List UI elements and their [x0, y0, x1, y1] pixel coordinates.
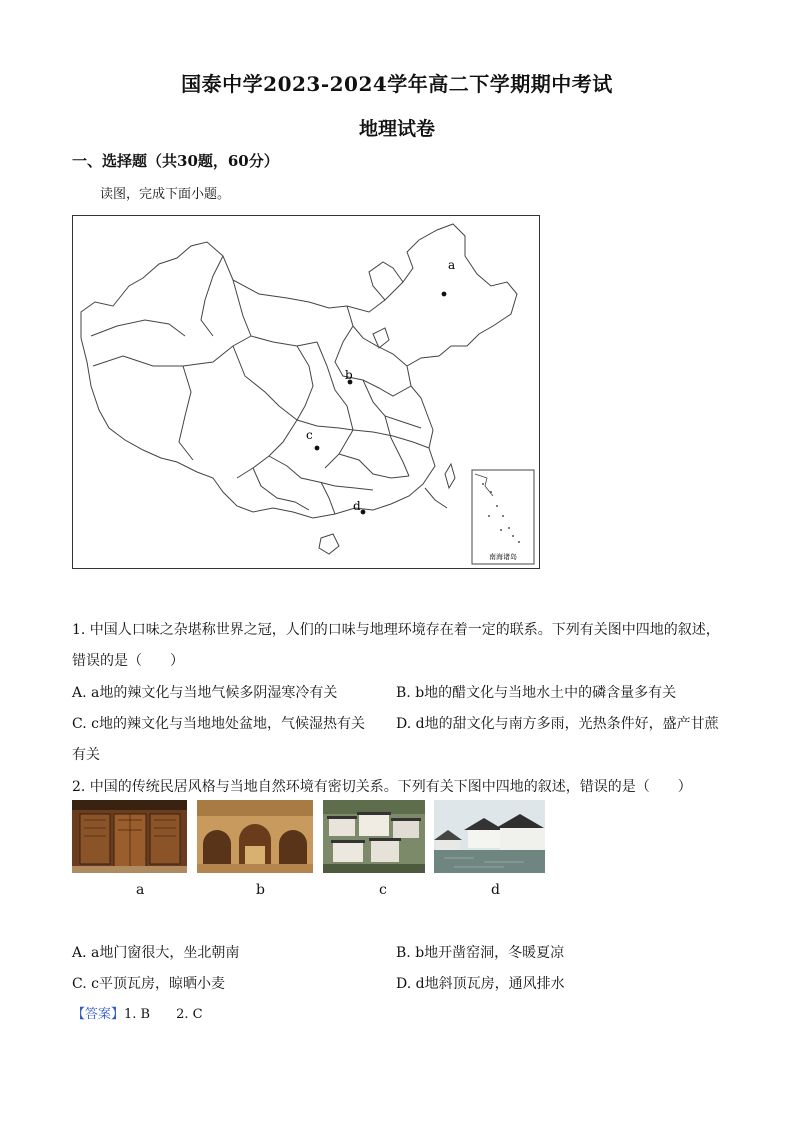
- q2-option-b: B. b地开凿窑洞，冬暖夏凉: [396, 945, 565, 961]
- photo-c-village: [323, 800, 425, 873]
- q1-option-a: A. a地的辣文化与当地气候多阴湿寒冷有关: [72, 685, 338, 701]
- caption-b: b: [256, 882, 265, 898]
- intro-text: 读图，完成下面小题。: [100, 187, 231, 202]
- photo-a-wooden-house: [72, 800, 187, 873]
- photo-b-cave-dwelling: [197, 800, 313, 873]
- q2-option-c: C. c平顶瓦房，晾晒小麦: [72, 976, 225, 992]
- q1-option-d: D. d地的甜文化与南方多雨，光热条件好，盛产甘蔗: [396, 716, 719, 732]
- map-label-d: d: [353, 499, 361, 513]
- china-map-drawing: [73, 216, 539, 568]
- caption-c: c: [379, 882, 387, 898]
- map-point-a: [442, 292, 447, 297]
- map-label-c: c: [306, 428, 313, 442]
- map-inset-label: 南海诸岛: [489, 553, 517, 561]
- map-point-d: [361, 510, 366, 515]
- page-subtitle: 地理试卷: [358, 118, 435, 140]
- map-label-a: a: [448, 258, 456, 272]
- map-point-c: [315, 446, 320, 451]
- answer-line: [72, 1003, 203, 1022]
- caption-d: d: [491, 882, 500, 898]
- answer-tag: 【答案】: [72, 1007, 125, 1022]
- page-title: 国泰中学2023-2024学年高二下学期期中考试: [181, 72, 613, 96]
- q1-stem-line1: 1. 中国人口味之杂堪称世界之冠，人们的口味与地理环境存在着一定的联系。下列有关图中四地的叙述，: [72, 622, 720, 638]
- caption-a: a: [136, 882, 145, 898]
- q2-stem: 2. 中国的传统民居风格与当地自然环境有密切关系。下列有关下图中四地的叙述，错误的是（ ）: [72, 779, 692, 795]
- q1-option-d-cont: 有关: [72, 747, 100, 763]
- photo-d-water-town: [434, 800, 545, 873]
- map-label-b: b: [345, 368, 353, 382]
- q2-option-d: D. d地斜顶瓦房，通风排水: [396, 976, 565, 992]
- section-heading: 一、选择题（共30题，60分）: [72, 152, 279, 170]
- q1-option-b: B. b地的醋文化与当地水土中的磷含量多有关: [396, 685, 677, 701]
- answer-text: 1. B 2. C: [124, 1007, 203, 1022]
- q1-option-c: C. c地的辣文化与当地地处盆地，气候湿热有关: [72, 716, 365, 732]
- china-map: [72, 215, 540, 569]
- q2-option-a: A. a地门窗很大，坐北朝南: [72, 945, 240, 961]
- q1-stem-line2: 错误的是（ ）: [72, 653, 184, 669]
